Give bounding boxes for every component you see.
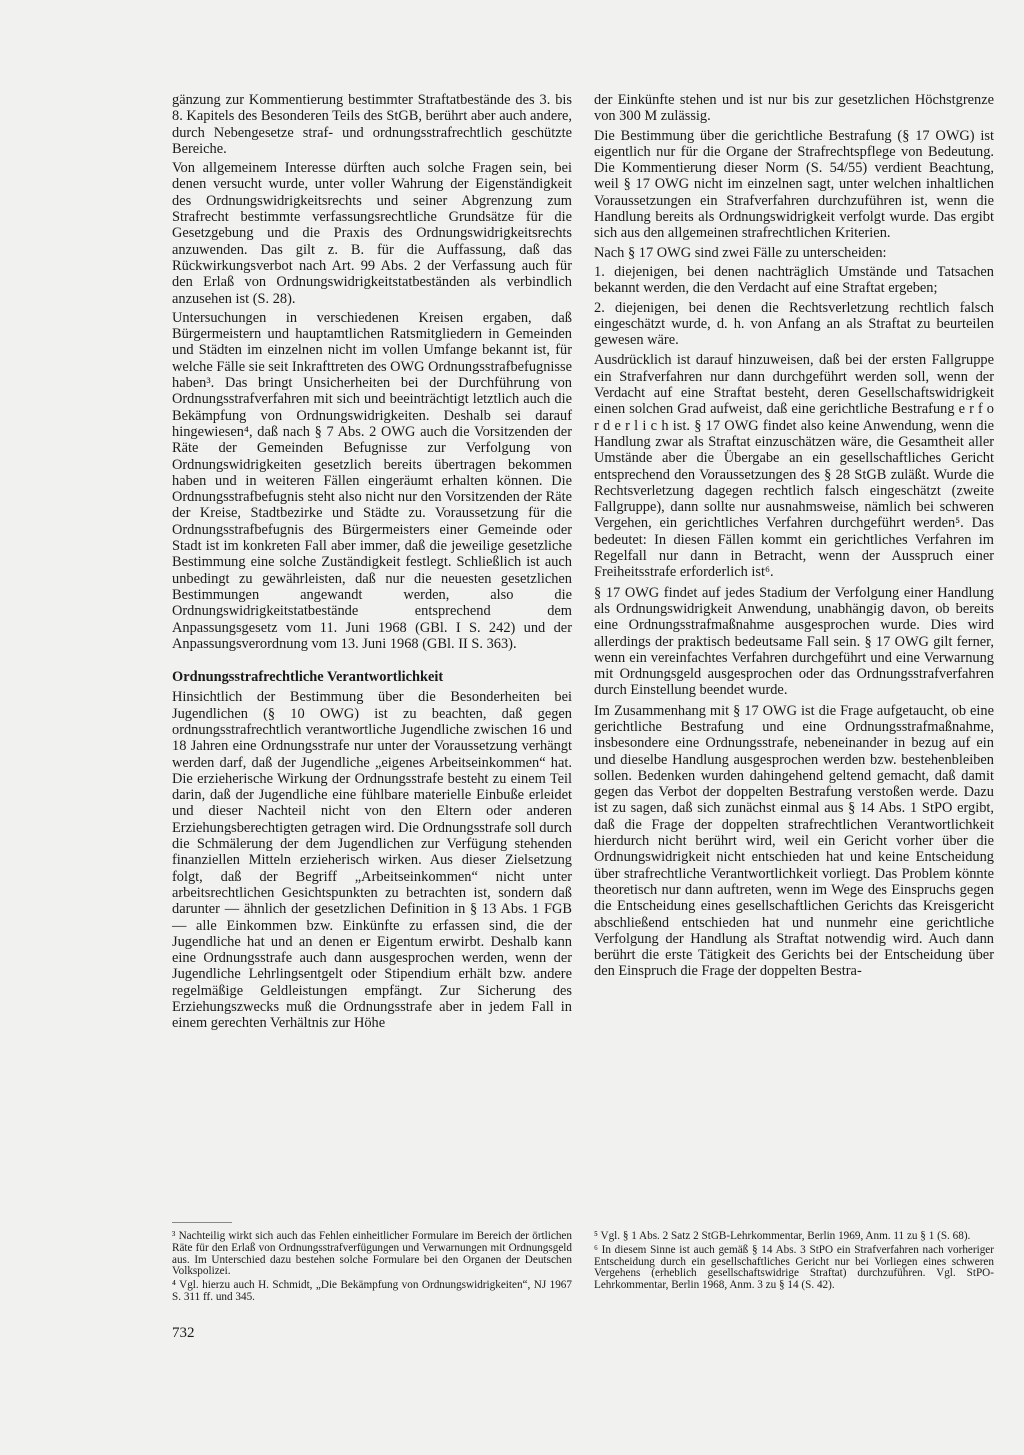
list-item: 2. diejenigen, bei denen die Rechtsverletzung rechtlich falsch eingeschätzt wurde, d. h. von Anfang an als Straftat zu beurteilen gewesen wäre. bbox=[594, 299, 994, 349]
paragraph: Hinsichtlich der Bestimmung über die Besonderheiten bei Jugendlichen (§ 10 OWG) ist zu beachten, daß gegen ordnungsstrafrechtlich verantwortliche Jugendliche zwischen 16 und 18 Jahren eine Ordnungsstrafe nur unter der Voraussetzung verhängt werden darf, daß der Jugendliche „eigenes Arbeitseinkommen“ hat. Die erzieherische Wirkung der Ordnungsstrafe besteht zu einem Teil darin, daß der Jugendliche eine fühlbare materielle Einbuße erleidet und dieser Nachteil nicht von den Eltern oder anderen Erziehungsberechtigten getragen wird. Die Ordnungsstrafe soll durch die Schmälerung der dem Jugendlichen zur Verfügung stehenden finanziellen Mitteln erzieherisch wirken. Aus dieser Zielsetzung folgt, daß der Begriff „Arbeitseinkommen“ nicht unter arbeitsrechtlichen Gesichtspunkten zu betrachten ist, sondern daß darunter — ähnlich der gesetzlichen Definition in § 13 Abs. 1 FGB — alle Einkommen bzw. Einkünfte zu erfassen sind, die der Jugendliche hat und an denen er Eigentum erwirbt. Deshalb kann eine Ordnungsstrafe auch dann ausgesprochen werden, wenn der Jugendliche Lehrlingsentgelt oder Stipendium erhält bzw. andere regelmäßige Geldleistungen empfängt. Zur Sicherung des Erziehungszwecks muß die Ordnungsstrafe aber in jedem Fall in einem gerechten Verhältnis zur Höhe bbox=[172, 689, 573, 1032]
footnote-5: ⁵ Vgl. § 1 Abs. 2 Satz 2 StGB-Lehrkommentar, Berlin 1969, Anm. 11 zu § 1 (S. 68). bbox=[594, 1230, 971, 1242]
footnote-4: ⁴ Vgl. hierzu auch H. Schmidt, „Die Bekämpfung von Ordnungswidrigkeiten“, NJ 1967 S. 311 ff. und 345. bbox=[172, 1279, 572, 1303]
paragraph: gänzung zur Kommentierung bestimmter Straftatbestände des 3. bis 8. Kapitels des Besonderen Teils des StGB, berührt aber auch andere, durch Nebengesetze straf- und ordnungsstrafrechtlich geschützte Bereiche. bbox=[172, 92, 572, 157]
list-item: 1. diejenigen, bei denen nachträglich Umstände und Tatsachen bekannt werden, die den Verdacht auf eine Straftat ergeben; bbox=[594, 263, 994, 297]
paragraph: Von allgemeinem Interesse dürften auch solche Fragen sein, bei denen versucht wurde, unter voller Wahrung der Eigenständigkeit des Ordnungswidrigkeitsrechts und seiner Abgrenzung zum Strafrecht bestimmte verfassungsrechtliche Grundsätze für die Gesetzgebung und die Praxis des Ordnungswidrigkeitsrechts anzuwenden. Das gilt z. B. für die Auffassung, daß das Rückwirkungsverbot nach Art. 99 Abs. 2 der Verfassung auch für den Erlaß von Ordnungswidrigkeitstatbeständen als verbindlich anzusehen ist (S. 28). bbox=[172, 160, 572, 307]
page-number: 732 bbox=[172, 1325, 195, 1341]
right-column bbox=[594, 92, 994, 983]
footnotes-left bbox=[172, 1231, 572, 1306]
section-heading: Ordnungsstrafrechtliche Verantwortlichkeit bbox=[172, 669, 444, 686]
paragraph: Nach § 17 OWG sind zwei Fälle zu unterscheiden: bbox=[594, 244, 887, 261]
paragraph: Im Zusammenhang mit § 17 OWG ist die Frage aufgetaucht, ob eine gerichtliche Bestrafung und eine Ordnungsstrafmaßnahme, insbesondere eine Ordnungsstrafe, nebeneinander in bezug auf ein und dieselbe Handlung ausgesprochen werden bzw. bestehenbleiben sollen. Bedenken wurden dahingehend geltend gemacht, daß damit gegen das Verbot der doppelten Bestrafung verstoßen werde. Dazu ist zu sagen, daß sich zunächst einmal aus § 14 Abs. 1 StPO ergibt, daß die Frage der doppelten strafrechtlichen Verantwortlichkeit hierdurch nicht berührt wird, weil ein Gericht vorher über die Ordnungswidrigkeit nicht entschieden hat und keine Entscheidung über strafrechtliche Verantwortlichkeit vorliegt. Das Problem könnte theoretisch nur dann auftreten, wenn im Wege des Einspruchs gegen die Entscheidung eines gesellschaftlichen Gerichts das Kreisgericht abschließend entschieden hat und nunmehr eine gerichtliche Verfolgung der Handlung als Straftat notwendig wird. Auch dann berührt die erste Tätigkeit des Gerichts bei der Entscheidung über den Einspruch die Frage der doppelten Bestra- bbox=[594, 702, 994, 980]
paragraph: der Einkünfte stehen und ist nur bis zur gesetzlichen Höchstgrenze von 300 M zulässig. bbox=[594, 92, 994, 125]
footnotes-right bbox=[594, 1231, 994, 1294]
footnote-6: ⁶ In diesem Sinne ist auch gemäß § 14 Abs. 3 StPO ein Strafverfahren nach vorheriger Entscheidung durch ein gesellschaftliches Gericht nur bei Vorliegen eines schweren Vergehens (erheblich gesellschaftswidrige Straftat) durchzuführen. Vgl. StPO-Lehrkommentar, Berlin 1968, Anm. 3 zu § 14 (S. 42). bbox=[594, 1243, 994, 1292]
paragraph: Die Bestimmung über die gerichtliche Bestrafung (§ 17 OWG) ist eigentlich nur für die Organe der Strafrechtspflege von Bedeutung. Die Kommentierung dieser Norm (S. 54/55) verdient Beachtung, weil § 17 OWG nicht im einzelnen sagt, unter welchen inhaltlichen Voraussetzungen ein Strafverfahren durchzuführen ist, wenn die Handlung bereits als Ordnungswidrigkeit verfolgt wurde. Das ergibt sich aus den allgemeinen strafrechtlichen Kriterien. bbox=[594, 127, 994, 242]
paragraph: Ausdrücklich ist darauf hinzuweisen, daß bei der ersten Fallgruppe ein Strafverfahren nur dann durchgeführt werden soll, wenn der Verdacht auf eine Straftat besteht, deren Gesellschaftswidrigkeit einen solchen Grad aufweist, daß eine gerichtliche Bestrafung e r f o r d e r l i c h ist. § 17 OWG findet also keine Anwendung, wenn die Handlung zwar als Straftat einzuschätzen wäre, die Gesamtheit aller Umstände aber die Übergabe an ein gesellschaftliches Gericht entsprechend den Voraussetzungen des § 28 StGB zuläßt. Wurde die Rechtsverletzung dagegen rechtlich falsch eingeschätzt (zweite Fallgruppe), dann sollte nur ausnahmsweise, nämlich bei schweren Vergehen, ein gerichtliches Verfahren durchgeführt werden⁵. Das bedeutet: In diesen Fällen kommt ein gerichtliches Verfahren im Regelfall nur dann in Betracht, wenn der Ausspruch einer Freiheitsstrafe erforderlich ist⁶. bbox=[594, 352, 994, 581]
footnote-3: ³ Nachteilig wirkt sich auch das Fehlen einheitlicher Formulare im Bereich der örtlichen Räte für den Erlaß von Ordnungsstrafverfügungen und Verwarnungen mit Ordnungsgeld aus. Im Unterschied dazu bestehen solche Formulare bei den Organen der Deutschen Volkspolizei. bbox=[172, 1230, 572, 1278]
paragraph: Untersuchungen in verschiedenen Kreisen ergaben, daß Bürgermeistern und hauptamtlichen Ratsmitgliedern in Gemeinden und Städten im einzelnen nicht im vollen Umfange bekannt ist, für welche Fälle sie seit Inkrafttreten des OWG Ordnungsstrafbefugnisse haben³. Das bringt Unsicherheiten bei der Durchführung von Ordnungsstrafverfahren mit sich und beeinträchtigt letztlich auch die Bekämpfung von Ordnungswidrigkeiten. Deshalb sei darauf hingewiesen⁴, daß nach § 7 Abs. 2 OWG auch die Vorsitzenden der Räte der Gemeinden Befugnisse zur Verfolgung von Ordnungswidrigkeiten gesetzlich bereits übertragen bekommen haben und in weiteren Fällen eingeräumt erhalten können. Die Ordnungsstrafbefugnis steht also nicht nur den Vorsitzenden der Räte der Kreise, Stadtbezirke und Städte zu. Voraussetzung für die Ordnungsstrafbefugnis des Bürgermeisters einer Gemeinde oder Stadt ist im konkreten Fall aber immer, daß die jeweilige gesetzliche Bestimmung eine solche Zuständigkeit festlegt. Schließlich ist auch unbedingt zu gewährleisten, daß nur die neuesten gesetzlichen Bestimmungen angewandt werden, also die Ordnungswidrigkeitstatbestände entsprechend dem Anpassungsgesetz vom 11. Juni 1968 (GBl. I S. 242) und der Anpassungsverordnung vom 13. Juni 1968 (GBl. II S. 363). bbox=[172, 309, 573, 652]
footnote-divider bbox=[172, 1222, 232, 1223]
left-column bbox=[172, 92, 572, 1035]
paragraph: § 17 OWG findet auf jedes Stadium der Verfolgung einer Handlung als Ordnungswidrigkeit Anwendung, unabhängig davon, ob bereits eine Ordnungsstrafmaßnahme ausgesprochen wurde. Dies wird allerdings der praktisch bedeutsame Fall sein. § 17 OWG gilt ferner, wenn ein vereinfachtes Verfahren durchgeführt und eine Verwarnung mit Ordnungsgeld ausgesprochen oder das Ordnungsstrafverfahren durch Einstellung beendet wurde. bbox=[594, 584, 994, 699]
